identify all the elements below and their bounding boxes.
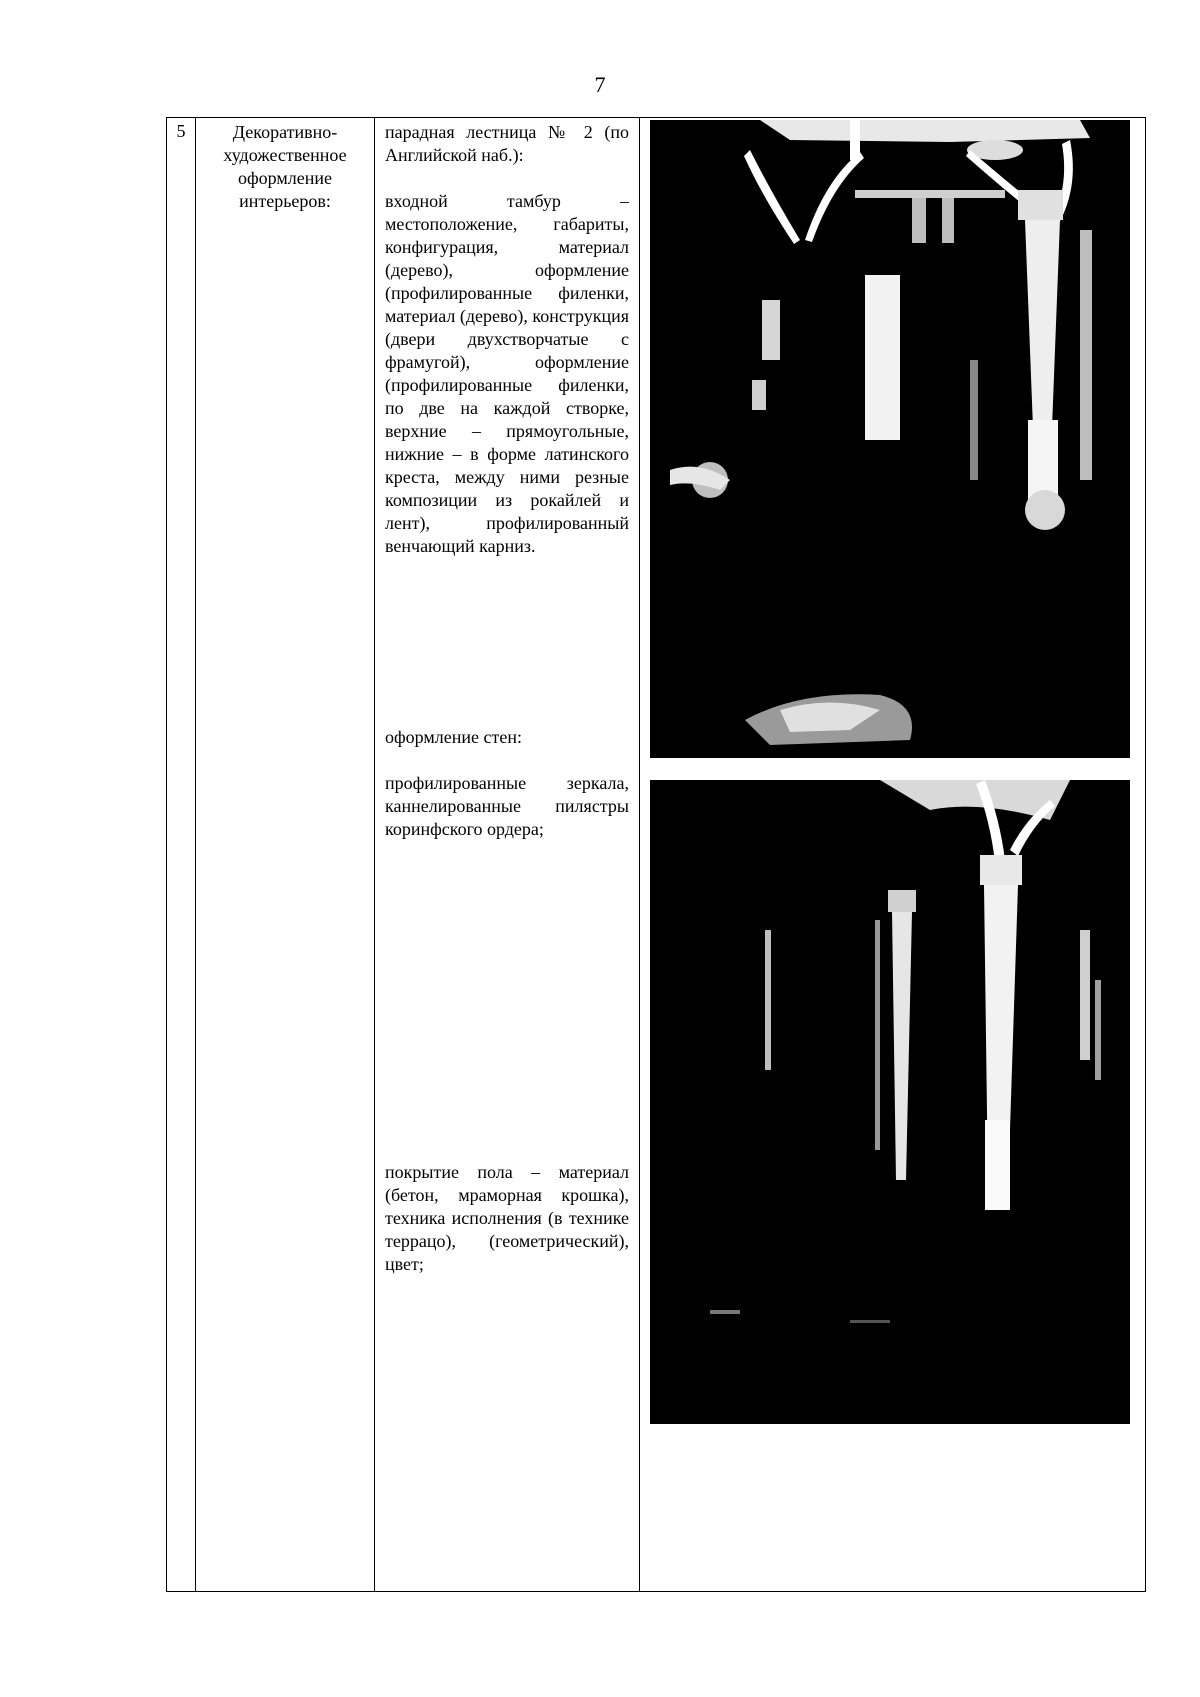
section-title-line: художественное bbox=[223, 145, 347, 165]
section-title-line: Декоративно- bbox=[232, 122, 338, 142]
vestibule-photo bbox=[650, 120, 1130, 758]
walls-heading: оформление стен: bbox=[385, 727, 522, 747]
table-row bbox=[167, 118, 1146, 1592]
row-number: 5 bbox=[167, 118, 196, 1592]
section-title-line: интерьеров: bbox=[239, 191, 331, 211]
description-cell bbox=[375, 118, 640, 1592]
section-title bbox=[196, 118, 375, 1592]
photo-cell bbox=[640, 118, 1146, 1592]
walls-description: профилированные зеркала, каннелированные пилястры коринфского ордера; bbox=[385, 773, 629, 839]
floor-description: покрытие пола – материал (бетон, мраморная крошка), техника исполнения (в технике террацо), (геометрический), цвет; bbox=[385, 1162, 629, 1274]
heritage-table bbox=[166, 117, 1146, 1592]
vestibule-description: входной тамбур – местоположение, габариты, конфигурация, материал (дерево), оформление (профилированные филенки, материал (дерево), конструкция (двери двухстворчатые с фрамугой), оформление (профилированные филенки, по две на каждой створке, верхние – прямоугольные, нижние – в форме латинского креста, между ними резные композиции из рокайлей и лент), профилированный венчающий карниз. bbox=[385, 191, 630, 556]
page-number: 7 bbox=[594, 72, 606, 97]
staircase-heading: парадная лестница № 2 (по Английской наб.): bbox=[385, 122, 629, 165]
walls-photo bbox=[650, 780, 1130, 1424]
section-title-line: оформление bbox=[237, 168, 332, 188]
